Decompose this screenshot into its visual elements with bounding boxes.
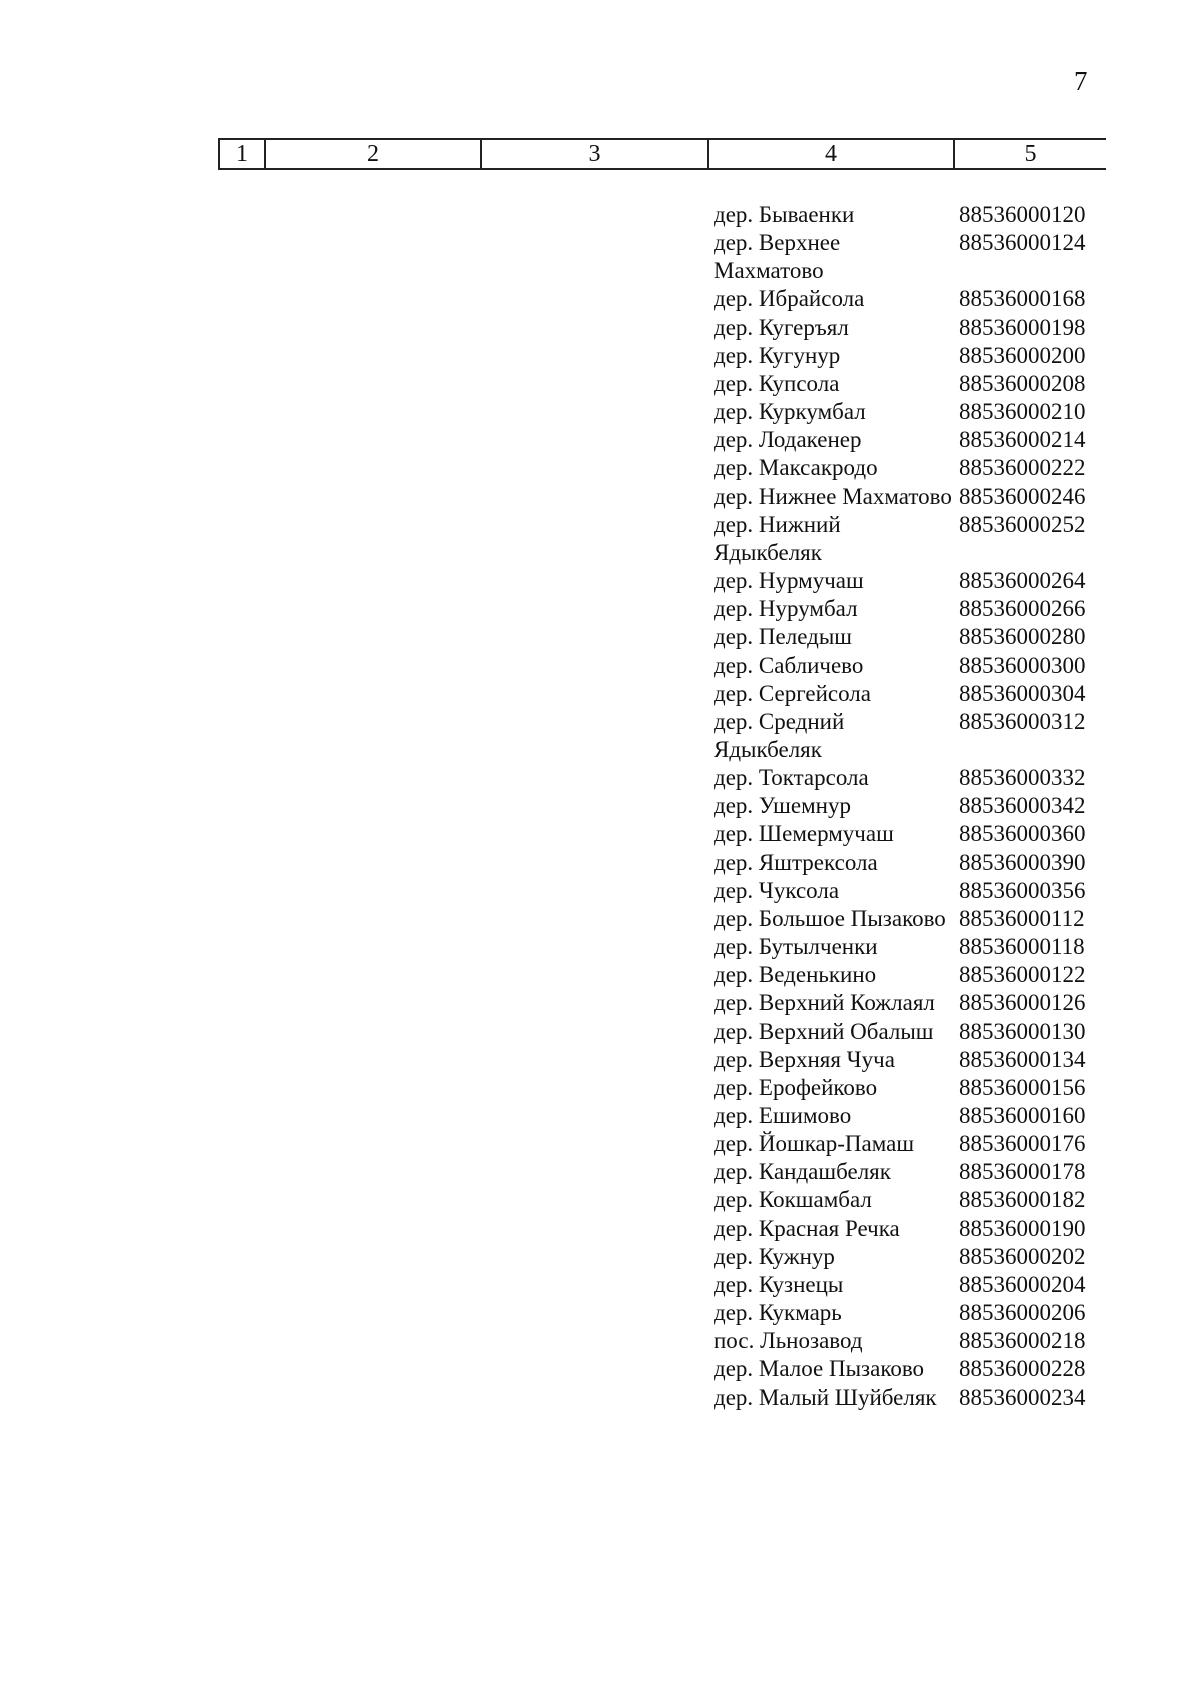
settlement-name: дер. Максакродо <box>714 455 878 481</box>
table-row <box>714 961 1104 989</box>
table-row <box>714 905 1104 933</box>
settlement-code: 88536000178 <box>959 1159 1086 1185</box>
settlement-name: дер. Купсола <box>714 370 840 396</box>
settlement-name: дер. Сабличево <box>714 652 864 678</box>
settlement-name: дер. Верхний Обалыш <box>714 1018 934 1044</box>
settlement-name: дер. Кукмарь <box>714 1300 842 1326</box>
table-row <box>714 483 1104 511</box>
settlement-name: дер. Шемермучаш <box>714 821 894 847</box>
settlement-name: дер. Яштрексола <box>714 849 878 875</box>
table-row <box>714 201 1104 229</box>
settlement-code: 88536000222 <box>959 455 1086 481</box>
settlement-code: 88536000312 <box>959 708 1086 734</box>
settlement-name: дер. Йошкар-Памаш <box>714 1131 915 1157</box>
table-row <box>714 933 1104 961</box>
settlement-name: дер. Сергейсола <box>714 680 871 706</box>
table-row <box>714 652 1104 680</box>
settlement-name: дер. Ешимово <box>714 1103 852 1128</box>
table-row <box>714 1215 1104 1243</box>
settlement-name: дер. Верхняя Чуча <box>714 1046 895 1072</box>
settlement-name: дер. Малое Пызаково <box>714 1356 925 1382</box>
settlement-name: дер. Ибрайсола <box>714 286 865 312</box>
settlement-code: 88536000280 <box>959 624 1086 650</box>
settlement-code: 88536000208 <box>959 370 1086 396</box>
settlement-name: дер. Большое Пызаково <box>714 905 946 931</box>
settlement-code: 88536000214 <box>959 427 1086 453</box>
table-row <box>714 989 1104 1017</box>
table-row <box>714 1384 1104 1412</box>
settlement-code: 88536000234 <box>959 1384 1086 1410</box>
settlement-code: 88536000228 <box>959 1356 1086 1382</box>
table-row <box>714 511 1104 567</box>
settlement-code: 88536000304 <box>959 680 1086 706</box>
settlement-code: 88536000200 <box>959 342 1086 368</box>
settlement-code: 88536000156 <box>959 1074 1086 1100</box>
settlement-code: 88536000124 <box>959 230 1086 256</box>
table-row <box>714 1271 1104 1299</box>
page-number: 7 <box>1074 66 1088 96</box>
settlement-name: дер. Токтарсола <box>714 765 869 791</box>
table-row <box>714 229 1104 285</box>
settlement-code: 88536000246 <box>959 483 1086 509</box>
table-row <box>714 426 1104 454</box>
table-row <box>714 1186 1104 1214</box>
settlement-name: пос. Льнозавод <box>714 1328 863 1354</box>
settlement-name: дер. Бываенки <box>714 202 855 227</box>
settlement-list <box>714 201 1104 1412</box>
column-header-4: 4 <box>707 140 953 168</box>
table-header <box>218 138 1106 170</box>
settlement-code: 88536000112 <box>959 905 1085 931</box>
settlement-name: дер. Ушемнур <box>714 793 851 819</box>
settlement-name: дер. Верхнее Махматово <box>714 230 841 284</box>
table-row <box>714 314 1104 342</box>
settlement-code: 88536000390 <box>959 849 1086 875</box>
settlement-name: дер. Кузнецы <box>714 1271 844 1297</box>
settlement-name: дер. Средний Ядыкбеляк <box>714 708 845 762</box>
table-row <box>714 849 1104 877</box>
settlement-code: 88536000182 <box>959 1187 1086 1213</box>
settlement-code: 88536000120 <box>959 202 1086 227</box>
settlement-name: дер. Пеледыш <box>714 624 852 650</box>
settlement-name: дер. Нижний Ядыкбеляк <box>714 511 841 565</box>
settlement-name: дер. Бутылченки <box>714 934 878 960</box>
settlement-code: 88536000204 <box>959 1271 1086 1297</box>
table-row <box>714 1130 1104 1158</box>
column-header-1: 1 <box>218 140 264 168</box>
settlement-name: дер. Чуксола <box>714 877 840 903</box>
settlement-name: дер. Ерофейково <box>714 1074 878 1100</box>
table-row <box>714 1158 1104 1186</box>
settlement-code: 88536000118 <box>959 934 1085 960</box>
table-row <box>714 877 1104 905</box>
table-row <box>714 792 1104 820</box>
settlement-code: 88536000160 <box>959 1103 1086 1128</box>
table-row <box>714 1102 1104 1130</box>
settlement-name: дер. Красная Речка <box>714 1215 900 1241</box>
table-row <box>714 680 1104 708</box>
settlement-code: 88536000342 <box>959 793 1086 819</box>
table-row <box>714 764 1104 792</box>
settlement-code: 88536000206 <box>959 1300 1086 1326</box>
settlement-code: 88536000360 <box>959 821 1086 847</box>
table-row <box>714 708 1104 764</box>
settlement-code: 88536000126 <box>959 990 1086 1016</box>
column-header-5: 5 <box>953 140 1106 168</box>
table-row <box>714 285 1104 313</box>
table-row <box>714 1074 1104 1102</box>
settlement-name: дер. Кокшамбал <box>714 1187 872 1213</box>
settlement-code: 88536000300 <box>959 652 1086 678</box>
settlement-code: 88536000198 <box>959 314 1086 340</box>
table-row <box>714 1046 1104 1074</box>
settlement-name: дер. Нурмучаш <box>714 568 864 594</box>
settlement-code: 88536000122 <box>959 962 1086 988</box>
column-header-2: 2 <box>264 140 480 168</box>
settlement-name: дер. Веденькино <box>714 962 877 988</box>
settlement-name: дер. Кандашбеляк <box>714 1159 891 1185</box>
settlement-name: дер. Куркумбал <box>714 399 866 425</box>
table-row <box>714 454 1104 482</box>
settlement-name: дер. Кугунур <box>714 342 841 368</box>
settlement-code: 88536000134 <box>959 1046 1086 1072</box>
settlement-code: 88536000202 <box>959 1243 1086 1269</box>
settlement-name: дер. Верхний Кожлаял <box>714 990 935 1016</box>
settlement-name: дер. Нурумбал <box>714 596 858 622</box>
settlement-name: дер. Малый Шуйбеляк <box>714 1384 937 1410</box>
settlement-code: 88536000168 <box>959 286 1086 312</box>
settlement-code: 88536000130 <box>959 1018 1086 1044</box>
table-row <box>714 1327 1104 1355</box>
settlement-code: 88536000218 <box>959 1328 1086 1354</box>
settlement-name: дер. Кужнур <box>714 1243 835 1269</box>
table-row <box>714 398 1104 426</box>
settlement-name: дер. Нижнее Махматово <box>714 483 952 509</box>
settlement-code: 88536000332 <box>959 765 1086 791</box>
settlement-code: 88536000264 <box>959 568 1086 594</box>
settlement-code: 88536000176 <box>959 1131 1086 1157</box>
table-row <box>714 1018 1104 1046</box>
table-row <box>714 1299 1104 1327</box>
table-row <box>714 342 1104 370</box>
settlement-code: 88536000266 <box>959 596 1086 622</box>
table-row <box>714 1355 1104 1383</box>
table-row <box>714 820 1104 848</box>
settlement-name: дер. Лодакенер <box>714 427 862 453</box>
settlement-name: дер. Кугеръял <box>714 314 849 340</box>
table-row <box>714 595 1104 623</box>
settlement-code: 88536000356 <box>959 877 1086 903</box>
table-row <box>714 1243 1104 1271</box>
settlement-code: 88536000252 <box>959 511 1086 537</box>
column-header-3: 3 <box>480 140 707 168</box>
settlement-code: 88536000210 <box>959 399 1086 425</box>
table-row <box>714 567 1104 595</box>
table-row <box>714 623 1104 651</box>
table-row <box>714 370 1104 398</box>
settlement-code: 88536000190 <box>959 1215 1086 1241</box>
